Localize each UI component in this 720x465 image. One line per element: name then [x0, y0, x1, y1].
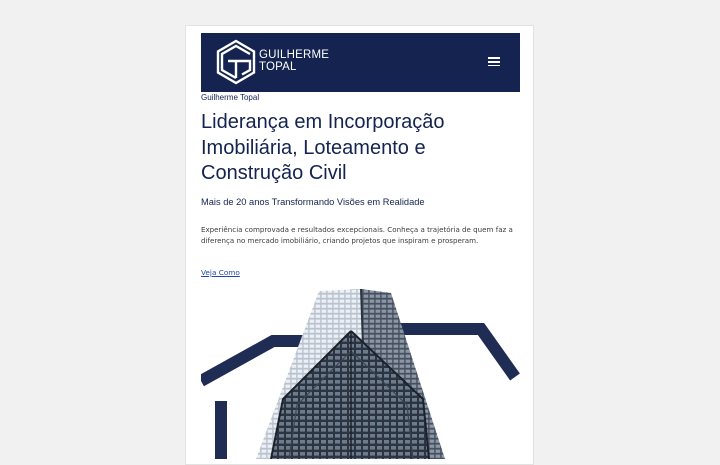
site-header: [201, 33, 520, 92]
page-subtitle: Mais de 20 anos Transformando Visões em Realidade: [201, 197, 425, 207]
breadcrumb: Guilherme Topal: [201, 93, 260, 102]
brand-name-line2: TOPAL: [259, 60, 297, 73]
veja-como-link[interactable]: Veja Como: [201, 268, 240, 277]
page-card: [185, 25, 534, 465]
skyscraper-building-image: [201, 289, 520, 459]
brand-name[interactable]: [259, 50, 329, 73]
page-title: Liderança em Incorporação Imobiliária, Loteamento e Construção Civil: [201, 111, 445, 184]
hero-description: Experiência comprovada e resultados excepcionais. Conheça a trajetória de quem faz a diferença no mercado imobiliário, criando projetos que inspiram e prosperam.: [201, 225, 513, 245]
hamburger-menu-icon[interactable]: [487, 55, 501, 69]
brand-name-line1: GUILHERME: [259, 49, 330, 61]
gt-logo-icon[interactable]: [215, 39, 257, 85]
